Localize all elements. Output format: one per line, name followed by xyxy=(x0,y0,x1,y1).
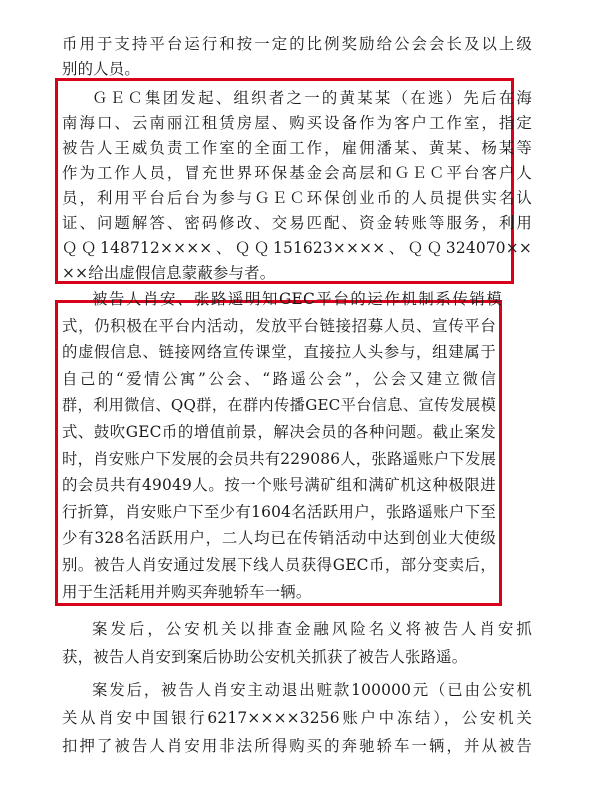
para2-line: 群，利用微信、QQ群，在群内传播GEC平台信息、宣传发展模 xyxy=(62,396,496,415)
para1-line: 作为工作人员，冒充世界环保基金会高层和ＧＥＣ平台客户人 xyxy=(62,164,532,182)
para2-line: 式、鼓吹GEC币的增值前景，解决会员的各种问题。截止案发 xyxy=(62,423,496,441)
para2-line: 自己的“爱情公寓”公会、“路遥公会”，公会又建立微信 xyxy=(62,369,496,388)
para2-line: 少有328名活跃用户，二人均已在传销活动中达到创业大使级 xyxy=(62,529,496,548)
para2-line: 被告人肖安、张路遥明知GEC平台的运作机制系传销模 xyxy=(92,290,502,308)
para3-line: 案发后，公安机关以排查金融风险名义将被告人肖安抓 xyxy=(92,620,532,638)
para1-line: ＱＱ148712××××、ＱＱ151623××××、ＱＱ324070×× xyxy=(62,239,532,257)
para2-line: 时，肖安账户下发展的会员共有229086人，张路遥账户下发展 xyxy=(62,449,497,468)
para2-line: 的虚假信息、链接网络宣传课堂，直接拉人头参与，组建属于 xyxy=(62,343,496,362)
para1-line: ＧＥＣ集团发起、组织者之一的黄某某（在逃）先后在海 xyxy=(92,89,532,107)
para2-line: 式，仍积极在平台内活动，发放平台链接招募人员、宣传平台 xyxy=(62,316,496,335)
para1-line: 员，利用平台后台为参与ＧＥＣ环保创业币的人员提供实名认 xyxy=(62,189,532,207)
para4-line: 案发后，被告人肖安主动退出赃款100000元（已由公安机 xyxy=(92,681,532,699)
para1-line: 南海口、云南丽江租赁房屋、购买设备作为客户工作室，指定 xyxy=(62,114,532,132)
para1-line: 被告人王威负责工作室的全面工作，雇佣潘某、黄某、杨某等 xyxy=(62,139,532,157)
para4-line: 扣押了被告人肖安用非法所得购买的奔驰轿车一辆，并从被告 xyxy=(62,737,532,755)
para2-line: 别。被告人肖安通过发展下线人员获得GEC币，部分变卖后， xyxy=(62,556,496,574)
para2-line: 用于生活耗用并购买奔驰轿车一辆。 xyxy=(62,582,312,601)
para3-line: 获，被告人肖安到案后协助公安机关抓获了被告人张路遥。 xyxy=(62,648,468,666)
para4-line: 关从肖安中国银行6217××××3256账户中冻结），公安机关 xyxy=(62,709,532,727)
para2-line: 行折算，肖安账户下至少有1604名活跃用户，张路遥账户下至 xyxy=(62,502,496,521)
para2-line: 的会员共有49049人。按一个账号满矿组和满矿机这种极限进 xyxy=(62,476,496,495)
para1-line: ××给出虚假信息蒙蔽参与者。 xyxy=(62,264,276,282)
intro-line: 币用于支持平台运行和按一定的比例奖励给公会会长及以上级 xyxy=(62,35,532,53)
para1-line: 证、问题解答、密码修改、交易匹配、资金转账等服务，利用 xyxy=(62,214,532,232)
intro-line: 别的人员。 xyxy=(62,60,140,78)
